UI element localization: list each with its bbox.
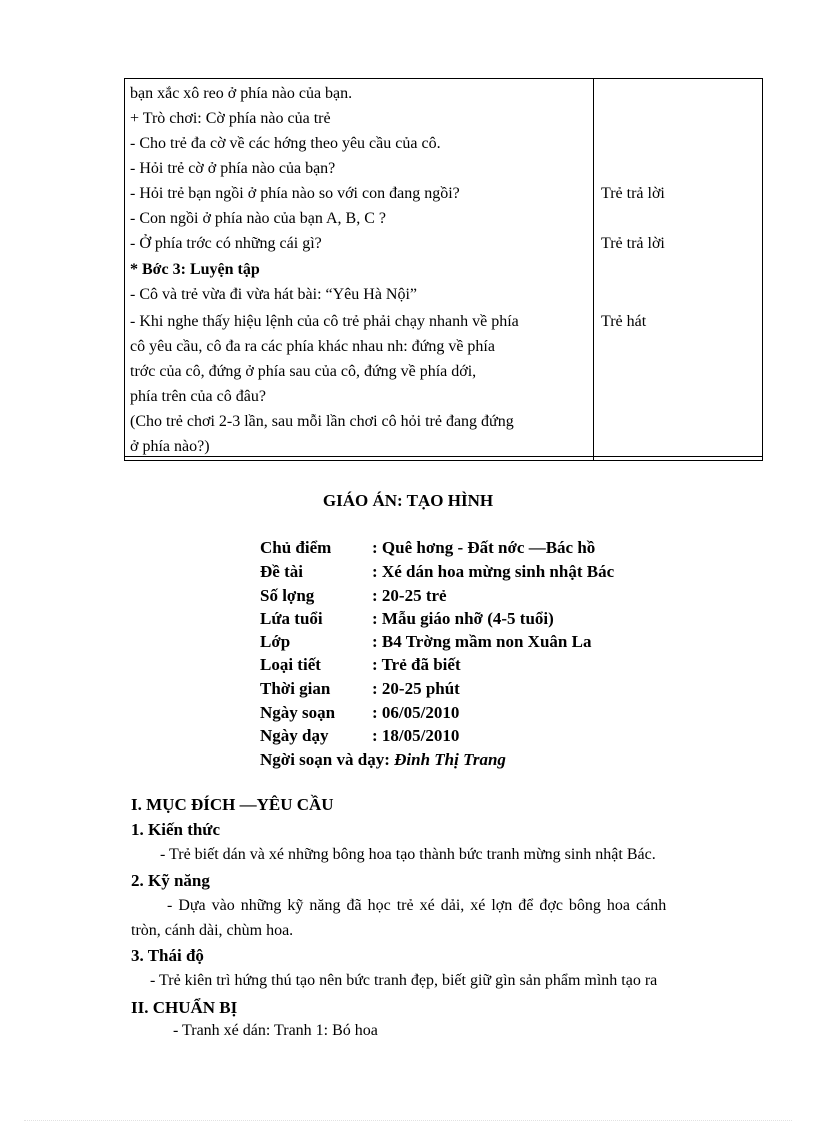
info-value: : Quê hơng - Đất nớc —Bác hồ xyxy=(372,538,596,557)
info-row xyxy=(260,653,461,677)
table-line: bạn xắc xô reo ở phía nào của bạn. xyxy=(130,85,353,102)
info-row xyxy=(260,560,614,584)
table-line: (Cho trẻ chơi 2-3 lần, sau mỗi lần chơi cô hỏi trẻ đang đứng xyxy=(130,413,514,430)
info-row xyxy=(260,724,459,748)
info-value: : 06/05/2010 xyxy=(372,703,460,722)
page-footer-line xyxy=(24,1120,792,1121)
table-line: phía trên của cô đâu? xyxy=(130,388,266,405)
lesson-title: GIÁO ÁN: TẠO HÌNH xyxy=(322,491,494,510)
info-value: : B4 Trờng mầm non Xuân La xyxy=(372,632,592,651)
section-heading: I. MỤC ĐÍCH —YÊU CẦU xyxy=(131,795,334,814)
section-heading: II. CHUẨN BỊ xyxy=(131,998,238,1017)
info-row xyxy=(260,701,459,725)
table-line: + Trò chơi: Cờ phía nào của trẻ xyxy=(130,110,331,127)
subsection-heading: 2. Kỹ năng xyxy=(131,871,210,890)
subsection-heading: 1. Kiến thức xyxy=(131,820,221,839)
paragraph: tròn, cánh dài, chùm hoa. xyxy=(131,922,294,939)
table-line: - Con ngồi ở phía nào của bạn A, B, C ? xyxy=(130,210,386,227)
subsection-heading: 3. Thái độ xyxy=(131,946,204,965)
info-label: Thời gian xyxy=(260,679,331,698)
paragraph: - Trẻ biết dán và xé những bông hoa tạo thành bức tranh mừng sinh nhật Bác. xyxy=(160,846,656,863)
info-label: Số lợng xyxy=(260,586,315,605)
info-row xyxy=(260,536,595,560)
info-label: Lớp xyxy=(260,632,291,651)
table-line: - Hỏi trẻ bạn ngồi ở phía nào so với con đang ngồi? xyxy=(130,185,460,202)
info-value: : Xé dán hoa mừng sinh nhật Bác xyxy=(372,562,615,581)
step-heading: * Bớc 3: Luyện tập xyxy=(130,261,260,278)
info-label: Lứa tuổi xyxy=(260,609,323,628)
info-row xyxy=(260,630,591,654)
info-value: : 20-25 phút xyxy=(372,679,460,698)
activity-table xyxy=(124,78,763,461)
info-label: Ngày soạn xyxy=(260,703,336,722)
child-response-note: Trẻ trả lời xyxy=(601,235,665,252)
child-response-note: Trẻ hát xyxy=(601,313,647,330)
paragraph: - Trẻ kiên trì hứng thú tạo nên bức tranh đẹp, biết giữ gìn sản phẩm mình tạo ra xyxy=(150,972,658,989)
info-label: Ngày dạy xyxy=(260,726,329,745)
table-line: - Cho trẻ đa cờ về các hớng theo yêu cầu của cô. xyxy=(130,135,441,152)
author-label: Ngời soạn và dạy: xyxy=(260,750,390,769)
info-row xyxy=(260,584,447,608)
info-value: : Mẫu giáo nhỡ (4-5 tuổi) xyxy=(372,609,554,628)
table-line: trớc của cô, đứng ở phía sau của cô, đứng về phía dới, xyxy=(130,363,477,380)
author-name: Đinh Thị Trang xyxy=(394,750,506,769)
info-label: Loại tiết xyxy=(260,655,321,674)
table-line: - Ở phía trớc có những cái gì? xyxy=(130,235,322,252)
table-line: ở phía nào?) xyxy=(130,438,210,455)
info-row xyxy=(260,677,460,701)
column-divider xyxy=(593,79,594,460)
author-row xyxy=(260,748,506,772)
info-row xyxy=(260,607,554,631)
info-label: Đề tài xyxy=(260,562,303,581)
info-value: : 20-25 trẻ xyxy=(372,586,447,605)
info-label: Chủ điểm xyxy=(260,538,332,557)
info-value: : 18/05/2010 xyxy=(372,726,460,745)
info-value: : Trẻ đã biết xyxy=(372,655,461,674)
table-line: - Hỏi trẻ cờ ở phía nào của bạn? xyxy=(130,160,336,177)
table-line: - Khi nghe thấy hiệu lệnh của cô trẻ phải chạy nhanh về phía xyxy=(130,313,519,330)
child-response-note: Trẻ trả lời xyxy=(601,185,665,202)
paragraph: - Tranh xé dán: Tranh 1: Bó hoa xyxy=(173,1022,378,1039)
paragraph: - Dựa vào những kỹ năng đã học trẻ xé dải, xé lợn để đợc bông hoa cánh xyxy=(167,897,667,914)
table-line: - Cô và trẻ vừa đi vừa hát bài: “Yêu Hà Nội” xyxy=(130,286,418,303)
table-line: cô yêu cầu, cô đa ra các phía khác nhau nh: đứng về phía xyxy=(130,338,495,355)
